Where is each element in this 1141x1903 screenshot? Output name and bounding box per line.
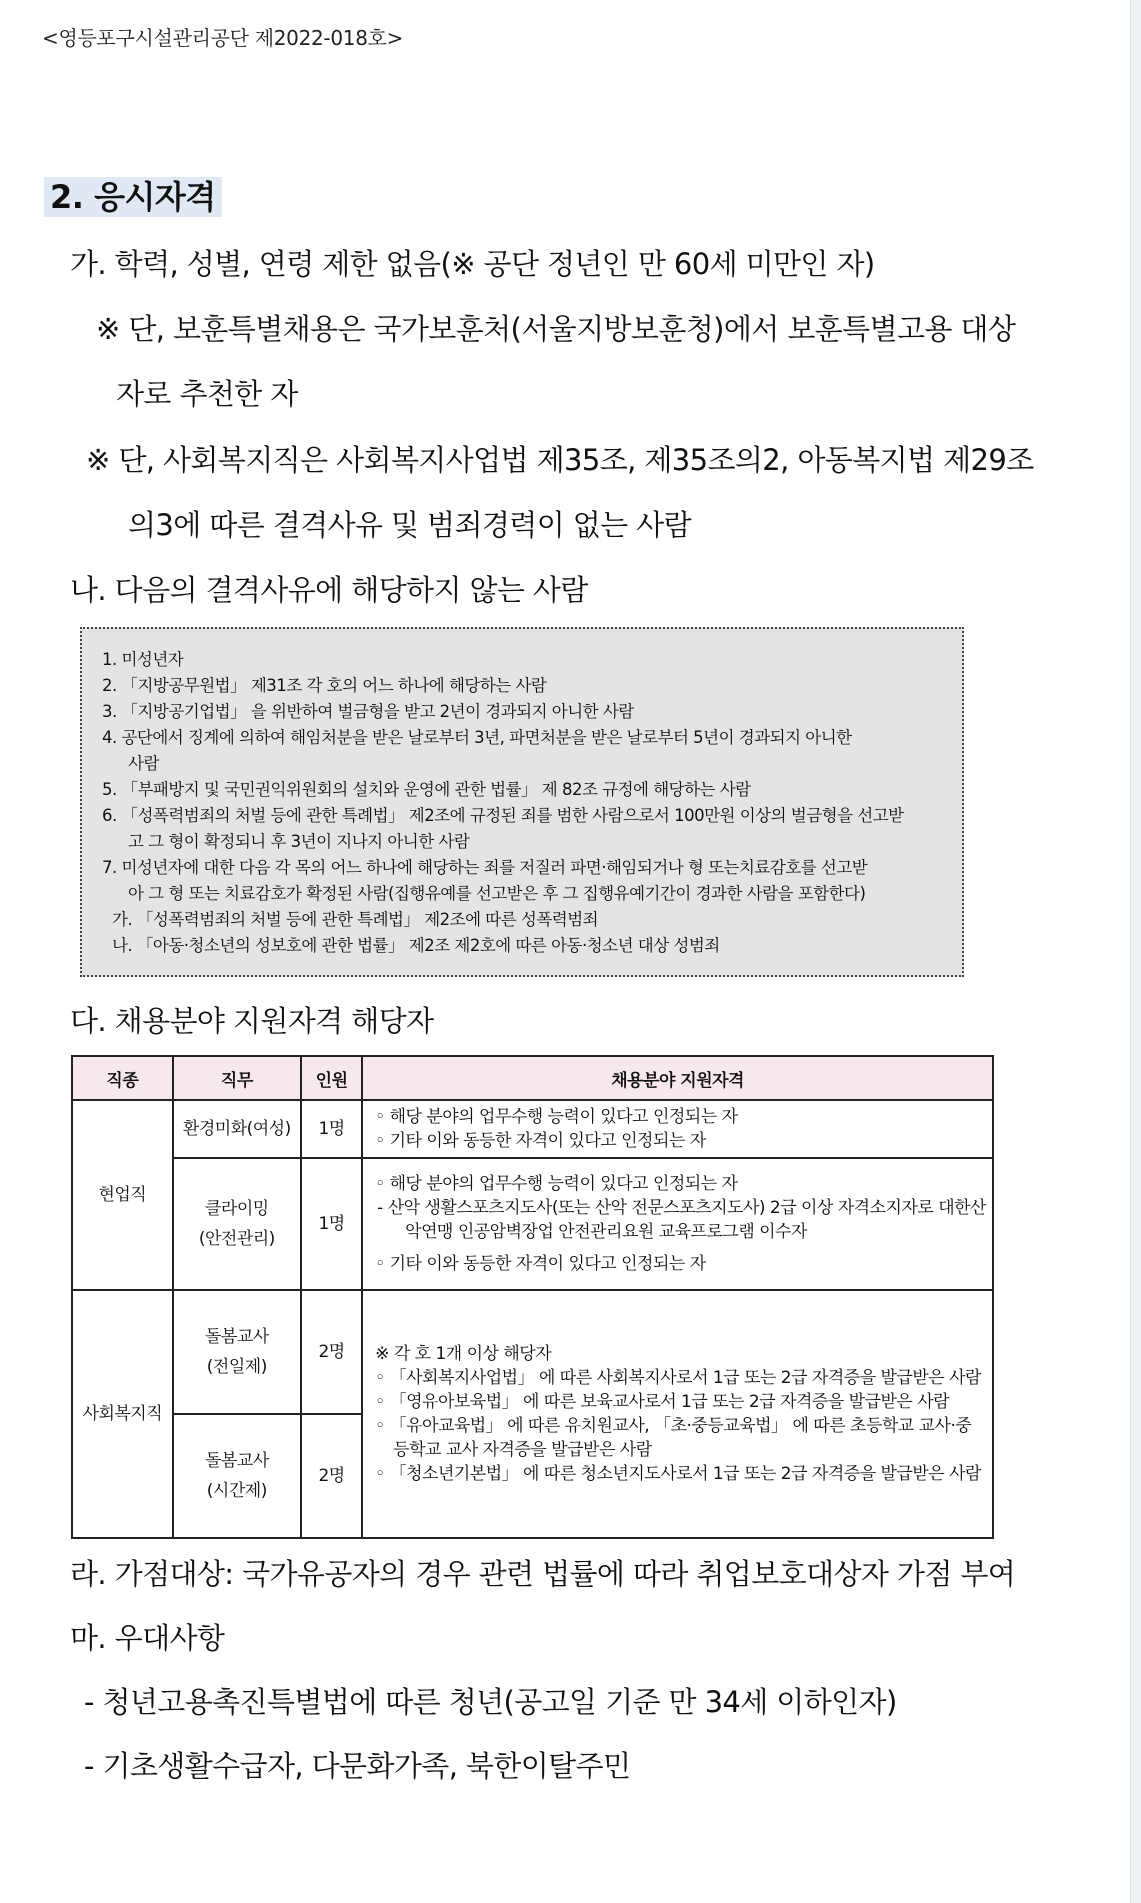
item-na: 나. 다음의 결격사유에 해당하지 않는 사람 [70, 573, 588, 607]
disq-item-6: 6. 「성폭력범죄의 처벌 등에 관한 특례법」 제2조에 규정된 죄를 범한 사람으로서 100만원 이상의 벌금형을 선고받 [102, 806, 904, 825]
qual-line: ◦ 「청소년기본법」 에 따른 청소년지도사로서 1급 또는 2급 자격증을 발급받은 사람 [375, 1464, 981, 1484]
header-category: 직종 [72, 1056, 173, 1100]
job-care-parttime [173, 1414, 301, 1538]
qual-cleaning [362, 1100, 993, 1158]
qual-line: ◦ 「유아교육법」 에 따른 유치원교사, 「초·중등교육법」 에 따른 초등학교 교사·중 [375, 1416, 972, 1436]
item-da: 다. 채용분야 지원자격 해당자 [70, 1004, 434, 1038]
disq-item-5: 5. 「부패방지 및 국민권익위원회의 설치와 운영에 관한 법률」 제 82조 규정에 해당하는 사람 [102, 780, 751, 799]
note1-line2: 자로 추천한 자 [116, 377, 298, 411]
table-row [72, 1158, 993, 1290]
qual-line: ◦ 기타 이와 동등한 자격이 있다고 인정되는 자 [375, 1131, 706, 1151]
item-ma: 마. 우대사항 [70, 1621, 225, 1655]
job-climbing-l1: 클라이밍 [204, 1199, 269, 1219]
qual-line: 등학교 교사 자격증을 발급받은 사람 [393, 1440, 652, 1460]
note2-line2: 의3에 따른 결격사유 및 범죄경력이 없는 사람 [128, 508, 692, 542]
header-count: 인원 [301, 1056, 362, 1100]
qual-line: ◦ 「영유아보육법」 에 따른 보육교사로서 1급 또는 2급 자격증을 발급받은 사람 [375, 1392, 950, 1412]
job-care-parttime-l2: (시간제) [206, 1481, 267, 1501]
qual-line: ◦ 해당 분야의 업무수행 능력이 있다고 인정되는 자 [375, 1107, 738, 1127]
job-climbing-l2: (안전관리) [198, 1229, 275, 1249]
disq-item-4: 4. 공단에서 징계에 의하여 해임처분을 받은 날로부터 3년, 파면처분을 받은 날로부터 5년이 경과되지 아니한 [102, 728, 852, 747]
qual-care [362, 1290, 993, 1538]
qualification-table [71, 1055, 994, 1539]
preference-1: - 청년고용촉진특별법에 따른 청년(공고일 기준 만 34세 이하인자) [84, 1685, 897, 1719]
group-field-work: 현업직 [72, 1100, 173, 1290]
count-climbing: 1명 [301, 1158, 362, 1290]
qual-line: - 산악 생활스포츠지도사(또는 산악 전문스포츠지도사) 2급 이상 자격소지자로 대한산 [377, 1198, 986, 1218]
preference-2: - 기초생활수급자, 다문화가족, 북한이탈주민 [84, 1749, 631, 1783]
disq-item-7-ga: 가. 「성폭력범죄의 처벌 등에 관한 특례법」 제2조에 따른 성폭력범죄 [112, 910, 599, 929]
item-ra: 라. 가점대상: 국가유공자의 경우 관련 법률에 따라 취업보호대상자 가점 부여 [70, 1557, 1016, 1591]
scrollbar[interactable] [1130, 0, 1141, 1903]
qual-line: ◦ 해당 분야의 업무수행 능력이 있다고 인정되는 자 [375, 1174, 738, 1194]
table-row [72, 1290, 993, 1414]
qual-line: 악연맹 인공암벽장업 안전관리요원 교육프로그램 이수자 [405, 1222, 807, 1242]
job-cleaning: 환경미화(여성) [173, 1100, 301, 1158]
disq-item-6-cont: 고 그 형이 확정되니 후 3년이 지나지 아니한 사람 [128, 832, 470, 851]
qual-line: ※ 각 호 1개 이상 해당자 [375, 1344, 552, 1364]
section-title: 2. 응시자격 [44, 177, 222, 217]
disq-item-4-cont: 사람 [128, 754, 159, 773]
note2-line1: ※ 단, 사회복지직은 사회복지사업법 제35조, 제35조의2, 아동복지법 제29조 [86, 443, 1034, 477]
job-care-fulltime [173, 1290, 301, 1414]
table-row [72, 1100, 993, 1158]
disqualification-box [80, 627, 964, 977]
job-care-fulltime-l1: 돌봄교사 [204, 1327, 269, 1347]
document-number: <영등포구시설관리공단 제2022-018호> [42, 26, 404, 50]
count-cleaning: 1명 [301, 1100, 362, 1158]
job-climbing [173, 1158, 301, 1290]
count-care-fulltime: 2명 [301, 1290, 362, 1414]
qual-climbing [362, 1158, 993, 1290]
disq-item-7: 7. 미성년자에 대한 다음 각 목의 어느 하나에 해당하는 죄를 저질러 파면·해임되거나 형 또는치료감호를 선고받 [102, 858, 868, 877]
job-care-parttime-l1: 돌봄교사 [204, 1451, 269, 1471]
job-care-fulltime-l2: (전일제) [206, 1357, 267, 1377]
group-social-welfare: 사회복지직 [72, 1290, 173, 1538]
note1-line1: ※ 단, 보훈특별채용은 국가보훈처(서울지방보훈청)에서 보훈특별고용 대상 [96, 312, 1016, 346]
item-ga: 가. 학력, 성별, 연령 제한 없음(※ 공단 정년인 만 60세 미만인 자) [70, 247, 875, 281]
qual-line: ◦ 기타 이와 동등한 자격이 있다고 인정되는 자 [375, 1254, 706, 1274]
disq-item-7-na: 나. 「아동·청소년의 성보호에 관한 법률」 제2조 제2호에 따른 아동·청소년 대상 성범죄 [112, 936, 720, 955]
qual-line: ◦ 「사회복지사업법」 에 따른 사회복지사로서 1급 또는 2급 자격증을 발급받은 사람 [375, 1368, 981, 1388]
header-qualification: 채용분야 지원자격 [362, 1056, 993, 1100]
count-care-parttime: 2명 [301, 1414, 362, 1538]
disq-item-2: 2. 「지방공무원법」 제31조 각 호의 어느 하나에 해당하는 사람 [102, 676, 547, 695]
disq-item-1: 1. 미성년자 [102, 650, 184, 669]
table-header-row [72, 1056, 993, 1100]
disq-item-7-cont: 아 그 형 또는 치료감호가 확정된 사람(집행유예를 선고받은 후 그 집행유예기간이 경과한 사람을 포함한다) [128, 884, 866, 903]
disq-item-3: 3. 「지방공기업법」 을 위반하여 벌금형을 받고 2년이 경과되지 아니한 사람 [102, 702, 634, 721]
header-duty: 직무 [173, 1056, 301, 1100]
